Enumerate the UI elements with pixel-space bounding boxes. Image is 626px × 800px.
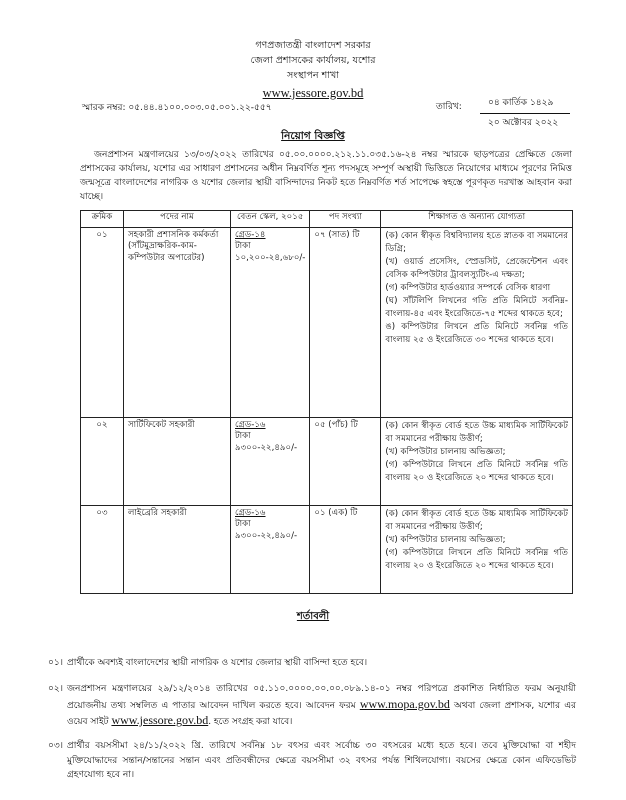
govt-name: গণপ্রজাতন্ত্রী বাংলাদেশ সরকার <box>255 40 371 51</box>
row-qualifications <box>381 418 573 506</box>
intro-paragraph: জনপ্রশাসন মন্ত্রণালয়ের ১৩/০৩/২০২২ তারিখের ০৫.০০.০০০০.২১২.১১.০৩৫.১৬-২৪ নম্বর স্মারকে ছাড়পত্রের প্রেক্ষিতে জেলা প্রশাসকের কার্যালয়, যশোর এর সাধারণ প্রশাসনের অধীন নিম্নবর্ণিত শূন্য পদসমূহে সম্পূর্ণ অস্থায়ী ভিত্তিতে নিয়োগের মাধ্যমে পূরণের নিমিত্ত জন্মসূত্রে বাংলাদেশের নাগরিক ও যশোর জেলার স্থায়ী বাসিন্দাদের নিকট হতে নিম্নবর্ণিত শর্ত সাপেক্ষে স্বহস্তে পূরণকৃত দরখাস্ত আহবান করা যাচ্ছে। <box>80 150 572 202</box>
date-label: তারিখ: <box>436 102 462 112</box>
website-link[interactable]: www.jessore.gov.bd <box>262 86 364 100</box>
row-serial: ০২ <box>81 418 124 506</box>
table-header-row <box>81 211 573 228</box>
condition-text: প্রার্থীকে অবশ্যই বাংলাদেশের স্থায়ী নাগরিক ও যশোর জেলার স্থায়ী বাসিন্দা হতে হবে। <box>67 658 368 668</box>
qualification-item: (ক) কোন স্বীকৃত বিশ্ববিদ্যালয় হতে স্নাতক বা সমমানের ডিগ্রি; <box>385 231 568 254</box>
row-grade: গ্রেড-১৪ <box>235 230 266 240</box>
table-row <box>81 506 573 594</box>
row-grade: গ্রেড-১৬ <box>235 420 266 430</box>
condition-number: ০৩। <box>48 741 63 751</box>
row-qualifications <box>381 228 573 418</box>
row-pay: টাকা ৯৩০০-২২,৪৯০/- <box>235 431 298 453</box>
col-serial: ক্রমিক <box>81 211 124 228</box>
row-count: ০১ (এক) টি <box>310 506 381 594</box>
row-post: লাইব্রেরি সহকারী <box>124 506 231 594</box>
row-post: সার্টিফিকেট সহকারী <box>124 418 231 506</box>
qualification-item: (খ) ওয়ার্ড প্রসেসিং, স্প্রেডসিট, প্রেজেন্টেশন এবং বেসিক কম্পিউটার ট্রাবলস্যুটিং-এ দক্ষতা; <box>385 257 568 280</box>
table-row <box>81 228 573 418</box>
row-scale <box>231 506 310 594</box>
qualification-item: (গ) কম্পিউটারে লিখনে প্রতি মিনিটে সর্বনিম্ন গতি বাংলায় ২০ ও ইংরেজিতে ২০ শব্দের থাকতে হবে। <box>385 548 568 571</box>
row-post: সহকারী প্রশাসনিক কর্মকর্তা (সাঁটমুদ্রাক্ষরিক-কাম-কম্পিউটার অপারেটর) <box>124 228 231 418</box>
row-qualifications <box>381 506 573 594</box>
condition-number: ০২। <box>48 684 63 694</box>
qualification-item: (গ) কম্পিউটার হার্ডওয়্যার সম্পর্কে বেসিক ধারণা <box>385 283 551 293</box>
col-qualification: শিক্ষাগত ও অন্যান্য যোগ্যতা <box>381 211 573 228</box>
condition-item <box>48 682 576 730</box>
memo-number: স্মারক নম্বর: ০৫.৪৪.৪১০০.০০৩.০৫.০০১.২২-৫৫৭ <box>82 103 272 113</box>
qualification-item: (ক) কোন স্বীকৃত বোর্ড হতে উচ্চ মাধ্যমিক সার্টিফিকেট বা সমমানের পরীক্ষায় উত্তীর্ণ; <box>385 421 568 444</box>
date-bangla: ০৪ কার্তিক ১৪২৯ <box>480 96 570 114</box>
letterhead <box>0 38 626 102</box>
row-count: ০৫ (পাঁচ) টি <box>310 418 381 506</box>
row-pay: টাকা ৯৩০০-২২,৪৯০/- <box>235 519 298 541</box>
row-count: ০৭ (সাত) টি <box>310 228 381 418</box>
qualification-item: (খ) কম্পিউটার চালনায় অভিজ্ঞতা; <box>385 447 506 457</box>
condition-text: জনপ্রশাসন মন্ত্রণালয়ের ২৯/১২/২০১৪ তারিখের ০৫.১১০.০০০০.০০.০০.০৮৯.১৪-০১ নম্বর পরিপত্রে প্রকাশিত নির্ধারিত ফরম অনুযায়ী প্রয়োজনীয় তথ্য সম্বলিত এ পাতার আবেদন দাখিল করতে হবে। আবেদন ফরম www.mopa.gov.bd অথবা জেলা প্রশাসক, যশোর এর ওয়েব সাইট www.jessore.gov.bd. হতে সংগ্রহ করা যাবে। <box>67 684 576 727</box>
date-box <box>480 96 570 130</box>
condition-number: ০১। <box>48 658 63 668</box>
qualification-item: ঙ) কম্পিউটার লিখনে প্রতি মিনিটে সর্বনিম্ন গতি বাংলায় ২৫ ও ইংরেজিতে ৩০ শব্দের থাকতে হবে। <box>385 322 568 345</box>
condition-item <box>48 739 576 783</box>
row-serial: ০৩ <box>81 506 124 594</box>
table-row <box>81 418 573 506</box>
row-serial: ০১ <box>81 228 124 418</box>
qualification-item: (খ) কম্পিউটার চালনায় অভিজ্ঞতা; <box>385 535 506 545</box>
mopa-link[interactable]: www.mopa.gov.bd <box>359 696 450 711</box>
jessore-link[interactable]: www.jessore.gov.bd <box>111 713 209 727</box>
condition-text: প্রার্থীর বয়সসীমা ২৪/১১/২০২২ খ্রি. তারিখে সর্বনিম্ন ১৮ বৎসর এবং সর্বোচ্চ ৩০ বৎসরের মধ্যে হতে হবে। তবে মুক্তিযোদ্ধা বা শহীদ মুক্তিযোদ্ধাদের সন্তান/সন্তানের সন্তান এবং প্রতিবন্ধীদের ক্ষেত্রে বয়সসীমা ৩২ বৎসর পর্যন্ত শিথিলযোগ্য। বয়সের ক্ষেত্রে কোন এফিডেভিট গ্রহণযোগ্য হবে না। <box>67 741 576 780</box>
col-count: পদ সংখ্যা <box>310 211 381 228</box>
qualification-item: (গ) কম্পিউটারে লিখনে প্রতি মিনিটে সর্বনিম্ন গতি বাংলায় ২০ ও ইংরেজিতে ২০ শব্দের থাকতে হবে। <box>385 460 568 483</box>
section-name: সংস্থাপন শাখা <box>287 70 339 81</box>
col-scale: বেতন স্কেল, ২০১৫ <box>231 211 310 228</box>
conditions-title: শর্তাবলী <box>296 611 330 622</box>
row-scale <box>231 228 310 418</box>
row-scale <box>231 418 310 506</box>
page-title: নিয়োগ বিজ্ঞপ্তি <box>281 130 345 142</box>
vacancy-table <box>80 210 573 594</box>
condition-item <box>48 656 576 671</box>
office-name: জেলা প্রশাসকের কার্যালয়, যশোর <box>250 55 376 66</box>
col-post: পদের নাম <box>124 211 231 228</box>
row-pay: টাকা ১০,২০০-২৪,৬৮০/- <box>235 241 306 263</box>
qualification-item: (ঘ) সাঁটলিপি লিখনের গতি প্রতি মিনিটে সর্বনিম্ন-বাংলায়-৪৫ এবং ইংরেজিতে-৭৫ শব্দের থাকতে হবে; <box>385 296 568 319</box>
qualification-item: (ক) কোন স্বীকৃত বোর্ড হতে উচ্চ মাধ্যমিক সার্টিফিকেট বা সমমানের পরীক্ষায় উত্তীর্ণ; <box>385 509 568 532</box>
row-grade: গ্রেড-১৬ <box>235 508 266 518</box>
date-english: ২০ অক্টোবর ২০২২ <box>488 117 559 128</box>
